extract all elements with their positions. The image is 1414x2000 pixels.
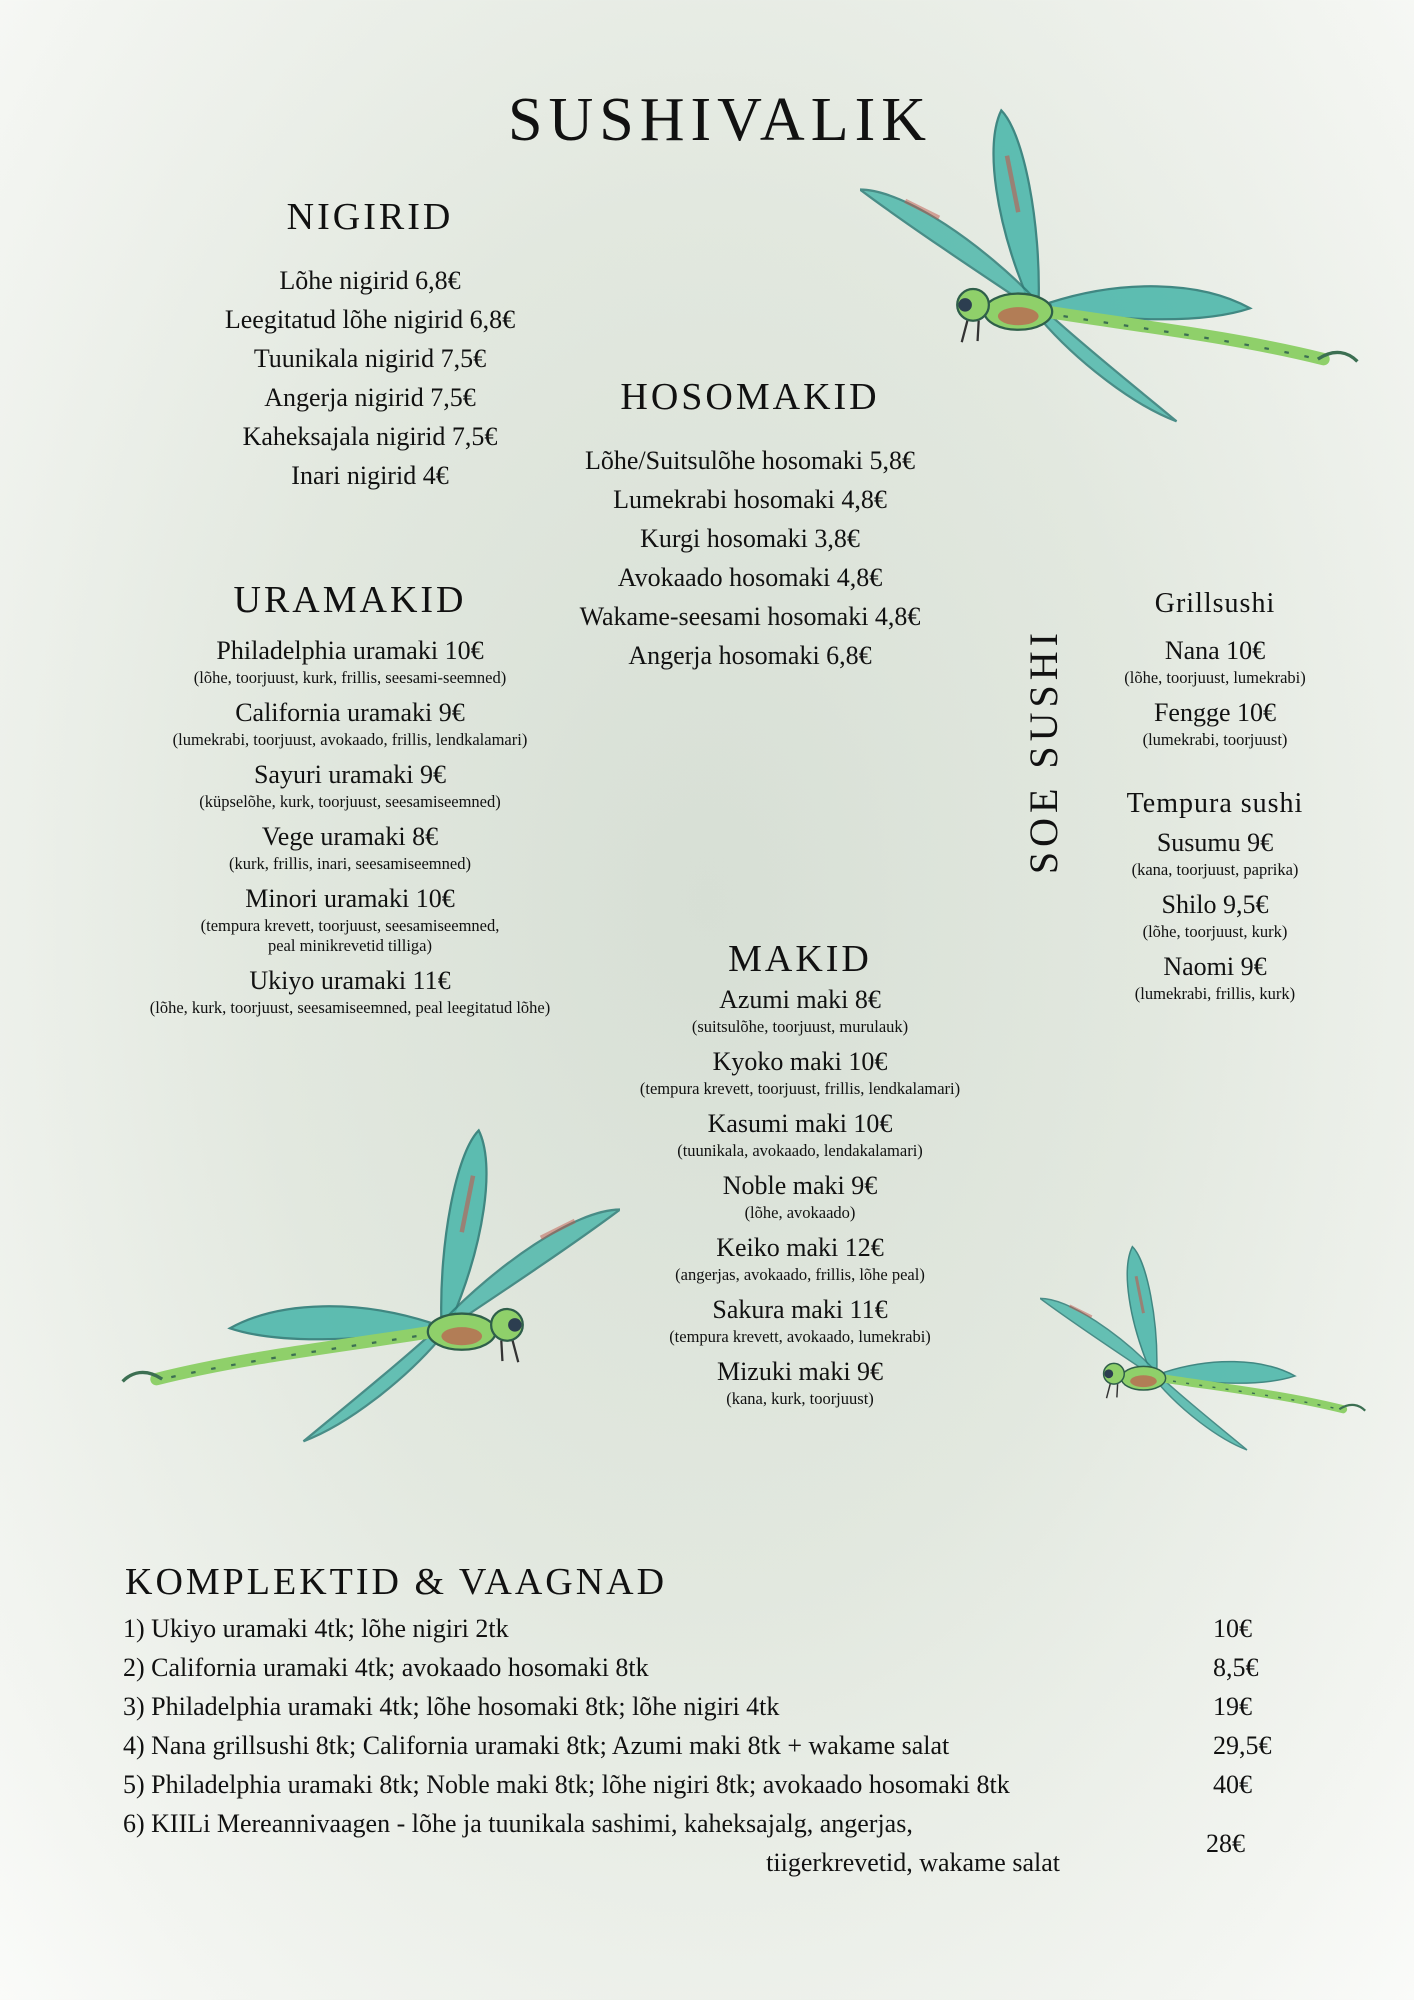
item-name: Naomi 9€ (1163, 952, 1267, 981)
set-row-text: 3) Philadelphia uramaki 4tk; lõhe hosomaki 8tk; lõhe nigiri 4tk (123, 1692, 780, 1721)
list-item (110, 758, 590, 812)
item-description-line2: peal minikrevetid tilliga) (267, 936, 433, 955)
item-name: Sakura maki 11€ (712, 1295, 888, 1324)
list-item: Angerja nigirid 7,5€ (264, 383, 476, 412)
uramakid-title: URAMAKID (233, 579, 467, 621)
item-name: Nana 10€ (1164, 636, 1266, 665)
item-name: Minori uramaki 10€ (245, 884, 455, 913)
soe-sushi-title: SOE SUSHI (1021, 628, 1066, 875)
set-row-price: 8,5€ (1213, 1653, 1259, 1682)
soe-sushi-section (1090, 588, 1340, 1012)
item-name: Shilo 9,5€ (1161, 890, 1269, 919)
list-item: Kurgi hosomaki 3,8€ (640, 524, 860, 553)
item-name: Mizuki maki 9€ (716, 1357, 884, 1386)
grillsushi-title: Grillsushi (1154, 588, 1276, 619)
list-item: Lumekrabi hosomaki 4,8€ (613, 485, 887, 514)
nigirid-title: NIGIRID (286, 196, 454, 238)
item-description: (kurk, frillis, inari, seesamiseemned) (229, 854, 471, 873)
list-item (600, 1107, 1000, 1161)
set-row-text: 2) California uramaki 4tk; avokaado hosomaki 8tk (123, 1653, 649, 1682)
list-item (600, 1293, 1000, 1347)
item-description: (lumekrabi, toorjuust, avokaado, frillis, lendkalamari) (172, 730, 528, 749)
item-name: Kasumi maki 10€ (707, 1109, 893, 1138)
item-name: Noble maki 9€ (722, 1171, 878, 1200)
item-description: (angerjas, avokaado, frillis, lõhe peal) (675, 1265, 925, 1284)
makid-section (600, 937, 1000, 1417)
list-item: Kaheksajala nigirid 7,5€ (242, 422, 498, 451)
hosomakid-section (540, 375, 960, 675)
uramakid-section (110, 578, 590, 1026)
hosomakid-title: HOSOMAKID (620, 376, 880, 418)
list-item: Lõhe nigirid 6,8€ (279, 266, 461, 295)
item-name: Ukiyo uramaki 11€ (249, 966, 451, 995)
set-row-price: 10€ (1213, 1614, 1252, 1643)
list-item (1090, 888, 1340, 942)
set-row-price: 40€ (1213, 1770, 1252, 1799)
set-row-price: 19€ (1213, 1692, 1252, 1721)
item-description: (tempura krevett, toorjuust, frillis, lendkalamari) (639, 1079, 961, 1098)
item-description: (tempura krevett, avokaado, lumekrabi) (669, 1327, 931, 1346)
item-description: (tempura krevett, toorjuust, seesamiseemned, (200, 916, 500, 935)
set-row-text-line2: tiigerkrevetid, wakame salat (766, 1848, 1060, 1877)
list-item (110, 820, 590, 874)
list-item: Avokaado hosomaki 4,8€ (617, 563, 883, 592)
tempura-sushi-title: Tempura sushi (1126, 788, 1304, 819)
set-row-text: 6) KIILi Mereannivaagen - lõhe ja tuunikala sashimi, kaheksajalg, angerjas, (123, 1809, 913, 1838)
item-description: (lumekrabi, toorjuust) (1142, 730, 1288, 749)
list-item (600, 1045, 1000, 1099)
item-name: Fengge 10€ (1153, 698, 1277, 727)
set-row-text: 5) Philadelphia uramaki 8tk; Noble maki 8tk; lõhe nigiri 8tk; avokaado hosomaki 8tk (123, 1770, 1010, 1799)
menu-title: SUSHIVALIK (507, 86, 932, 154)
item-description: (lumekrabi, frillis, kurk) (1134, 984, 1296, 1003)
list-item: Leegitatud lõhe nigirid 6,8€ (224, 305, 516, 334)
list-item (600, 1355, 1000, 1409)
komplektid-title: KOMPLEKTID & VAAGNAD (125, 1561, 668, 1603)
item-description: (lõhe, toorjuust, kurk) (1142, 922, 1288, 941)
list-item: Wakame-seesami hosomaki 4,8€ (579, 602, 921, 631)
item-name: Azumi maki 8€ (719, 985, 881, 1014)
list-item (600, 983, 1000, 1037)
list-item (1090, 696, 1340, 750)
list-item (1090, 950, 1340, 1004)
set-row-text: 1) Ukiyo uramaki 4tk; lõhe nigiri 2tk (123, 1614, 509, 1643)
item-description: (tuunikala, avokaado, lendakalamari) (677, 1141, 923, 1160)
item-name: Philadelphia uramaki 10€ (216, 636, 484, 665)
item-name: California uramaki 9€ (235, 698, 465, 727)
item-description: (lõhe, kurk, toorjuust, seesamiseemned, peal leegitatud lõhe) (149, 998, 551, 1017)
item-name: Kyoko maki 10€ (712, 1047, 888, 1076)
item-name: Susumu 9€ (1156, 828, 1274, 857)
set-row-price: 29,5€ (1213, 1731, 1272, 1760)
item-name: Sayuri uramaki 9€ (253, 760, 447, 789)
list-item (600, 1231, 1000, 1285)
item-description: (küpselõhe, kurk, toorjuust, seesamiseemned) (199, 792, 501, 811)
item-name: Keiko maki 12€ (716, 1233, 884, 1262)
item-description: (kana, toorjuust, paprika) (1131, 860, 1299, 879)
list-item: Angerja hosomaki 6,8€ (628, 641, 872, 670)
item-description: (lõhe, toorjuust, kurk, frillis, seesami-seemned) (193, 668, 507, 687)
item-description: (kana, kurk, toorjuust) (726, 1389, 874, 1408)
list-item: Lõhe/Suitsulõhe hosomaki 5,8€ (584, 446, 916, 475)
makid-title: MAKID (728, 938, 872, 980)
set-row-text: 4) Nana grillsushi 8tk; California uramaki 8tk; Azumi maki 8tk + wakame salat (123, 1731, 950, 1760)
list-item (110, 696, 590, 750)
list-item (110, 964, 590, 1018)
item-description: (lõhe, avokaado) (744, 1203, 856, 1222)
item-description: (lõhe, toorjuust, lumekrabi) (1124, 668, 1306, 687)
list-item (110, 882, 590, 956)
set-row-price: 28€ (1206, 1829, 1245, 1858)
dragonfly-bottom-right (1040, 1240, 1380, 1475)
list-item (110, 634, 590, 688)
list-item (600, 1169, 1000, 1223)
list-item: Tuunikala nigirid 7,5€ (253, 344, 487, 373)
list-item (1090, 634, 1340, 688)
list-item (1090, 826, 1340, 880)
list-item: Inari nigirid 4€ (291, 461, 449, 490)
nigirid-section (150, 195, 590, 495)
dragonfly-bottom-left (100, 1120, 620, 1480)
item-name: Vege uramaki 8€ (261, 822, 439, 851)
item-description: (suitsulõhe, toorjuust, murulauk) (691, 1017, 909, 1036)
